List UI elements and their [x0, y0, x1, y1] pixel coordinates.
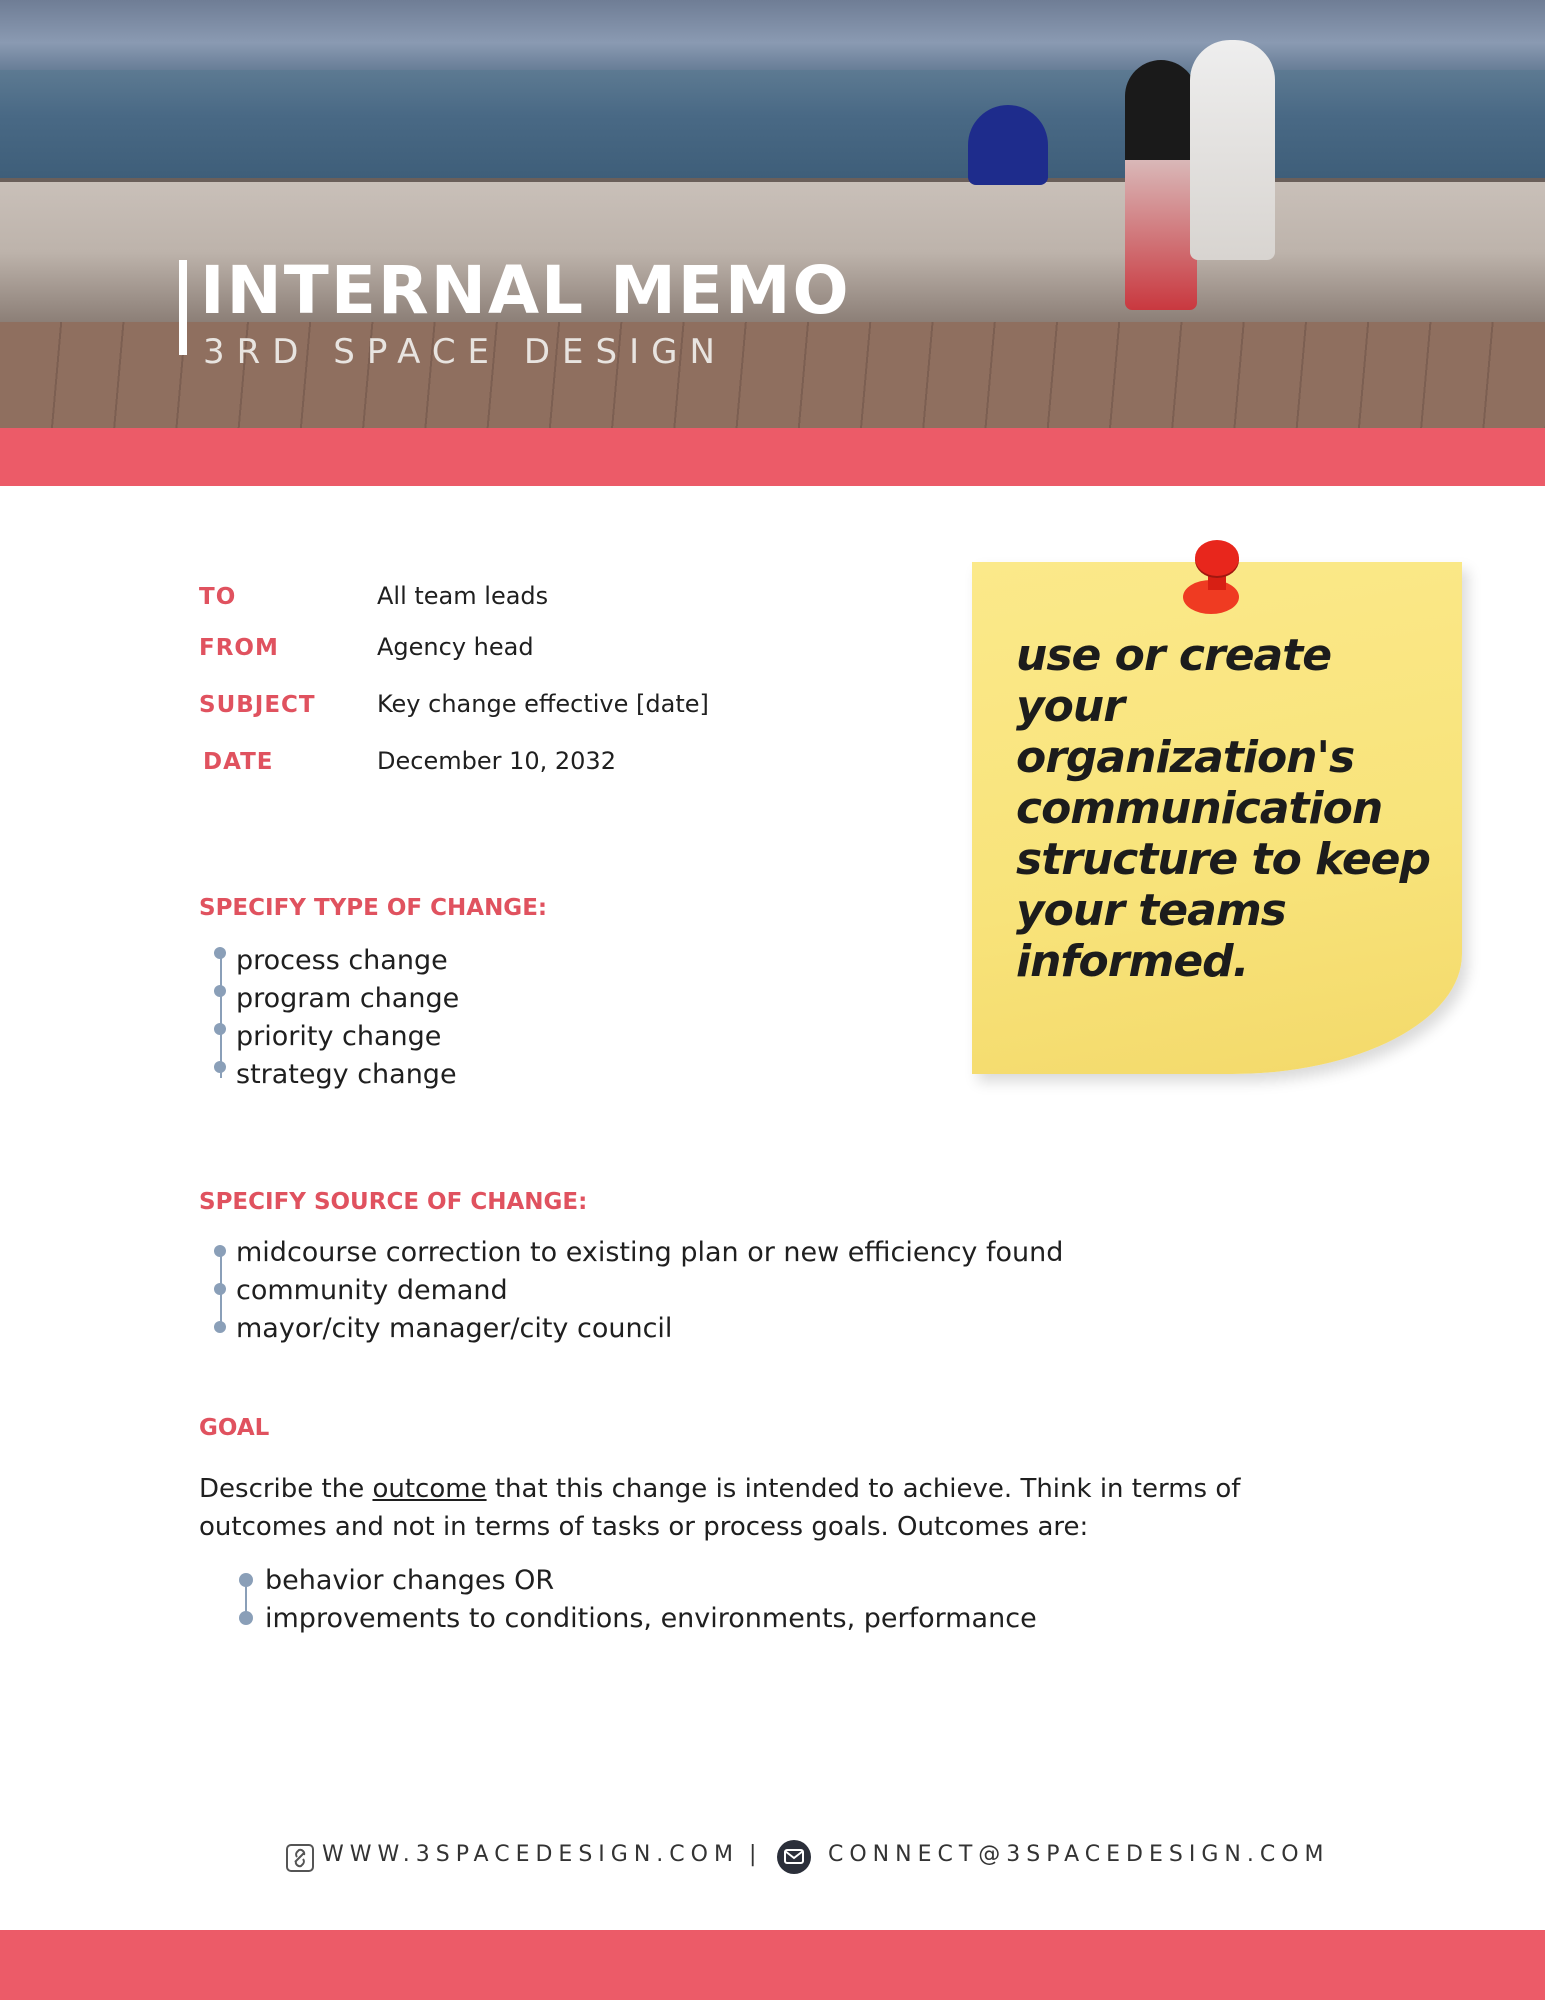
accent-band-bottom	[0, 1930, 1545, 2000]
bullet-dot	[214, 1023, 226, 1035]
bullet-dot	[214, 947, 226, 959]
man-figure	[1190, 40, 1275, 260]
bullet-dot	[239, 1611, 253, 1625]
list-item: community demand	[236, 1272, 1063, 1310]
sticky-note-text: use or create your organization's communication structure to keep your teams informed.	[1016, 630, 1430, 987]
bullet-dot	[214, 1245, 226, 1257]
child-figure	[968, 105, 1048, 185]
list-item: midcourse correction to existing plan or new efficiency found	[236, 1234, 1063, 1272]
footer-separator: |	[749, 1842, 763, 1867]
from-value: Agency head	[377, 633, 534, 661]
date-label: DATE	[203, 749, 274, 775]
company-name: 3RD SPACE DESIGN	[203, 332, 727, 372]
pushpin-head	[1195, 540, 1239, 576]
list-item: priority change	[236, 1018, 459, 1056]
title-accent-bar	[179, 260, 187, 355]
email-icon	[776, 1839, 812, 1875]
bullet-dot	[214, 1321, 226, 1333]
email-link[interactable]: CONNECT@3SPACEDESIGN.COM	[828, 1842, 1330, 1867]
list-item: mayor/city manager/city council	[236, 1310, 1063, 1348]
list-item: strategy change	[236, 1056, 459, 1094]
accent-band-top	[0, 428, 1545, 486]
source-of-change-list	[236, 1234, 1063, 1348]
date-value: December 10, 2032	[377, 747, 616, 775]
outcome-underlined: outcome	[372, 1474, 487, 1504]
bullet-dot	[239, 1573, 253, 1587]
bullet-dot	[214, 1061, 226, 1073]
type-of-change-heading: SPECIFY TYPE OF CHANGE:	[199, 895, 548, 921]
type-of-change-list	[236, 942, 459, 1094]
memo-title: INTERNAL MEMO	[200, 252, 851, 329]
to-label: TO	[199, 584, 237, 610]
sea	[0, 70, 1545, 185]
list-item: program change	[236, 980, 459, 1018]
list-item: process change	[236, 942, 459, 980]
list-item: behavior changes OR	[265, 1562, 1037, 1600]
goal-description: Describe the outcome that this change is intended to achieve. Think in terms of outcomes and not in terms of tasks or process goals. Outcomes are:	[199, 1474, 1241, 1542]
bullet-dot	[214, 1283, 226, 1295]
link-icon	[286, 1844, 314, 1872]
goal-heading: GOAL	[199, 1415, 270, 1441]
source-of-change-heading: SPECIFY SOURCE OF CHANGE:	[199, 1189, 588, 1215]
list-item: improvements to conditions, environments, performance	[265, 1600, 1037, 1638]
bullet-dot	[214, 985, 226, 997]
website-link[interactable]: WWW.3SPACEDESIGN.COM	[322, 1842, 739, 1867]
outcomes-list	[265, 1562, 1037, 1638]
from-label: FROM	[199, 635, 279, 661]
woman-figure	[1125, 60, 1197, 310]
to-value: All team leads	[377, 582, 549, 610]
subject-label: SUBJECT	[199, 692, 316, 718]
bullet-connector	[220, 953, 222, 1078]
subject-value: Key change effective [date]	[377, 690, 709, 718]
